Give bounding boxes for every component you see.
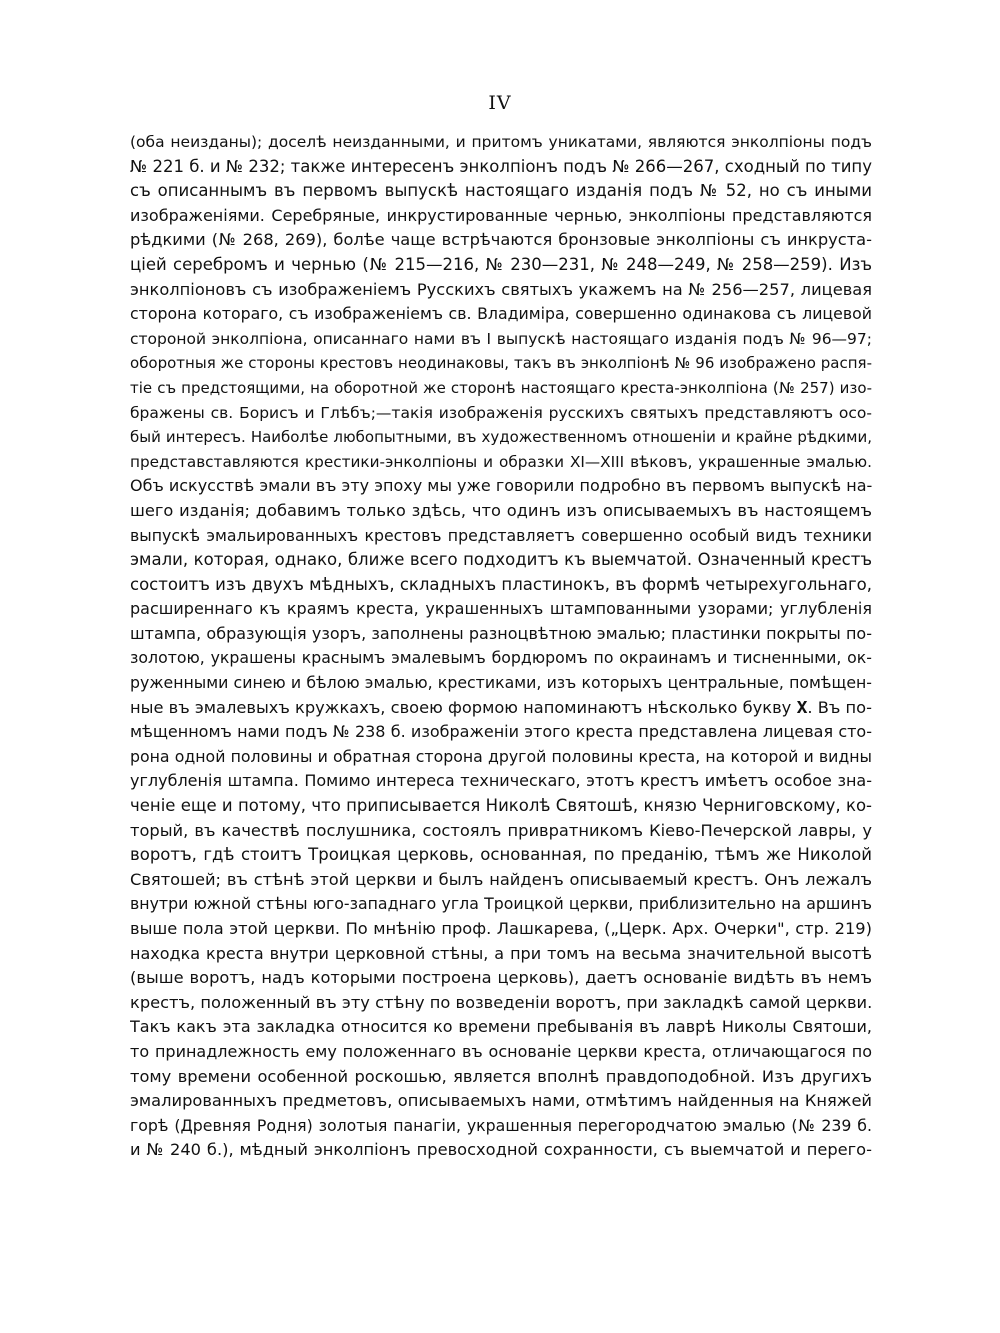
text-line: руженными синею и бѣлою эмалью, крестиками, изъ которыхъ центральные, помѣщен- bbox=[130, 673, 872, 693]
text-line: внутри южной стѣны юго-западнаго угла Троицкой церкви, приблизительно на аршинъ bbox=[130, 894, 872, 914]
text-line: (выше воротъ, надъ которыми построена церковь), даетъ основаніе видѣть въ немъ bbox=[130, 968, 872, 988]
text-line: и № 240 б.), мѣдный энколпіонъ превосходной сохранности, съ выемчатой и перего- bbox=[130, 1140, 872, 1160]
text-line: состоитъ изъ двухъ мѣдныхъ, складныхъ пластинокъ, въ формѣ четырехугольнаго, bbox=[130, 574, 872, 594]
body-text bbox=[130, 130, 872, 1163]
text-line: мѣщенномъ нами подъ № 238 б. изображеніи этого креста представлена лицевая сто- bbox=[130, 722, 872, 742]
text-line: углубленія штампа. Помимо интереса техническаго, этотъ крестъ имѣетъ особое зна- bbox=[130, 771, 872, 791]
text-line: бражены св. Борисъ и Глѣбъ;—такія изображенія русскихъ святыхъ представляютъ осо- bbox=[130, 403, 872, 422]
text-line: бый интересъ. Наиболѣе любопытными, въ художественномъ отношеніи и крайне рѣдкими, bbox=[130, 428, 872, 447]
text-line: выпускѣ эмальированныхъ крестовъ представляетъ совершенно особый видъ техники bbox=[130, 525, 872, 545]
text-line: шего изданія; добавимъ только здѣсь, что одинъ изъ описываемыхъ въ настоящемъ bbox=[130, 500, 872, 520]
text-line: ные въ эмалевыхъ кружкахъ, своею формою напоминаютъ нѣсколько букву 𝐗. Въ по- bbox=[130, 697, 872, 717]
text-line: рѣдкими (№ 268, 269), болѣе чаще встрѣчаются бронзовые энколпіоны съ инкруста- bbox=[130, 230, 872, 250]
text-line: выше пола этой церкви. По мнѣнію проф. Лашкарева, („Церк. Арх. Очерки", стр. 219) bbox=[130, 919, 872, 938]
text-line: расширеннаго къ краямъ креста, украшенныхъ штампованными узорами; углубленія bbox=[130, 599, 872, 619]
text-line: эмалированныхъ предметовъ, описываемыхъ нами, отмѣтимъ найденныя на Княжей bbox=[130, 1091, 872, 1111]
text-line: представставляются крестики-энколпіоны и образки XI—XIII вѣковъ, украшенные эмалью. bbox=[130, 452, 872, 471]
text-line: штампа, образующія узоръ, заполнены разноцвѣтною эмалью; пластинки покрыты по- bbox=[130, 623, 872, 643]
text-line: горѣ (Древняя Родня) золотыя панагіи, украшенныя перегородчатою эмалью (№ 239 б. bbox=[130, 1115, 872, 1135]
text-line: торый, въ качествѣ послушника, состоялъ привратникомъ Кіево-Печерской лавры, у bbox=[130, 820, 872, 840]
text-line: № 221 б. и № 232; также интересенъ энколпіонъ подъ № 266—267, сходный по типу bbox=[130, 156, 872, 176]
text-line: сторона котораго, съ изображеніемъ св. Владиміра, совершенно одинакова съ лицевой bbox=[130, 304, 872, 324]
text-line: съ описаннымъ въ первомъ выпускѣ настоящаго изданія подъ № 52, но съ иными bbox=[130, 181, 872, 201]
text-line: тіе съ предстоящими, на оборотной же сторонѣ настоящаго креста-энколпіона (№ 257) изо- bbox=[130, 378, 872, 397]
text-line: Такъ какъ эта закладка относится ко времени пребыванія въ лаврѣ Николы Святоши, bbox=[130, 1017, 872, 1037]
text-line: ціей серебромъ и чернью (№ 215—216, № 230—231, № 248—249, № 258—259). Изъ bbox=[130, 254, 872, 274]
text-line: находка креста внутри церковной стѣны, а при томъ на весьма значительной высотѣ bbox=[130, 943, 872, 963]
text-line: воротъ, гдѣ стоитъ Троицкая церковь, основанная, по преданію, тѣмъ же Николой bbox=[130, 845, 872, 865]
text-line: рона одной половины и обратная сторона другой половины креста, на которой и видны bbox=[130, 746, 872, 766]
text-line: изображеніями. Серебряные, инкрустированные чернью, энколпіоны представляются bbox=[130, 205, 872, 225]
text-line: то принадлежность ему положеннаго въ основаніе церкви креста, отличающагося по bbox=[130, 1041, 872, 1061]
text-line: (оба неизданы); доселѣ неизданными, и притомъ уникатами, являются энколпіоны подъ bbox=[130, 133, 872, 151]
text-line: ченіе еще и потому, что приписывается Николѣ Святошѣ, князю Черниговскому, ко- bbox=[130, 796, 872, 816]
text-line: стороной энколпіона, описаннаго нами въ I выпускѣ настоящаго изданія подъ № 96—97; bbox=[130, 329, 872, 348]
text-line: крестъ, положенный въ эту стѣну по возведеніи воротъ, при закладкѣ самой церкви. bbox=[130, 992, 872, 1012]
text-line: Святошей; въ стѣнѣ этой церкви и былъ найденъ описываемый крестъ. Онъ лежалъ bbox=[130, 869, 872, 889]
text-line: оборотныя же стороны крестовъ неодинаковы, такъ въ энколпіонѣ № 96 изображено распя- bbox=[130, 354, 872, 373]
text-line: эмали, которая, однако, ближе всего подходитъ къ выемчатой. Означенный крестъ bbox=[130, 550, 872, 570]
text-line: Объ искусствѣ эмали въ эту эпоху мы уже говорили подробно въ первомъ выпускѣ на- bbox=[130, 476, 872, 496]
text-line: тому времени особенной роскошью, является вполнѣ правдоподобной. Изъ другихъ bbox=[130, 1066, 872, 1086]
text-line: энколпіоновъ съ изображеніемъ Русскихъ святыхъ укажемъ на № 256—257, лицевая bbox=[130, 279, 872, 299]
page-number: IV bbox=[488, 92, 512, 114]
text-line: золотою, украшены краснымъ эмалевымъ бордюромъ по окраинамъ и тисненными, ок- bbox=[130, 648, 872, 668]
